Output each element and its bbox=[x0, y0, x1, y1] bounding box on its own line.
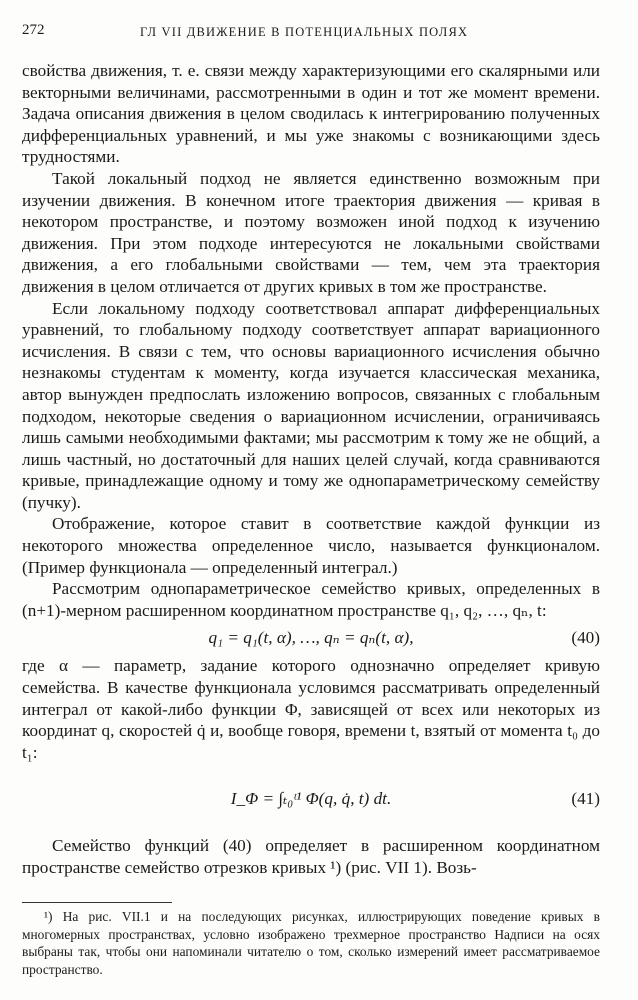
footnote-divider bbox=[22, 902, 172, 903]
equation-41 bbox=[22, 763, 600, 835]
paragraph-5: Рассмотрим однопараметрическое семейство кривых, определенных в (n+1)-мерном расширенном координатном пространстве q₁, q₂, …, qₙ, t: bbox=[22, 579, 600, 620]
page-header bbox=[22, 22, 612, 44]
paragraph-2: Такой локальный подход не является единственно возможным при изучении движения. В конечном итоге траектория движения — кривая в некотором пространстве, и поэтому возможен иной подход к изучению движения. При этом подходе интересуются не локальными свойствами движения, а его глобальными свойствами — тем, чем эта траектория движения в целом отличается от других кривых в том же пространстве. bbox=[22, 168, 600, 296]
equation-40-number: (40) bbox=[571, 628, 600, 648]
equation-40-text: q₁ = q₁(t, α), …, qₙ = qₙ(t, α), bbox=[208, 628, 414, 648]
paragraph-3: Если локальному подходу соответствовал аппарат дифференциальных уравнений, то глобальному подходу соответствует аппарат вариационного исчисления. В связи с тем, что основы вариационного исчисления обычно незнакомы студентам к моменту, когда изучается классическая механика, автор вынужден предпослать изложению вопросов, связанных с глобальным подходом, некоторые сведения о вариационном исчислении, ограничиваясь лишь самыми необходимыми фактами; мы рассмотрим к тому же не общий, а лишь частный, но достаточный для наших целей случай, когда сравниваются кривые, принадлежащие одному и тому же однопараметрическому семейству (пучку). bbox=[22, 298, 600, 512]
paragraph-1: свойства движения, т. е. связи между характеризующими его скалярными или векторными величинами, рассмотренными в один и тот же момент времени. Задача описания движения в целом сводилась к интегрированию полученных дифференциальных уравнений, и мы уже знакомы с возникающими здесь трудностями. bbox=[22, 61, 600, 167]
equation-40 bbox=[22, 621, 600, 655]
paragraph-4: Отображение, которое ставит в соответствие каждой функции из некоторого множества определенное число, называется функционалом. (Пример функционала — определенный интеграл.) bbox=[22, 514, 600, 577]
footnote: ¹) На рис. VII.1 и на последующих рисунках, иллюстрирующих поведение кривых в многомерных пространствах, условно изображено трехмерное пространство Надписи на осях выбраны так, чтобы они напоминали читателю о том, сколько измерений имеет рассматриваемое пространство. bbox=[22, 909, 600, 977]
equation-41-text: I_Φ = ∫ₜ₀ᵗ¹ Φ(q, q̇, t) dt. bbox=[230, 789, 392, 809]
equation-41-number: (41) bbox=[571, 789, 600, 809]
page-number: 272 bbox=[22, 22, 45, 38]
paragraph-6: где α — параметр, задание которого однозначно определяет кривую семейства. В качестве функционала условимся рассматривать определенный интеграл от какой-либо функции Φ, зависящей от всех или некоторых из координат q, скоростей q̇ и, вообще говоря, времени t, взятый от момента t₀ до t₁: bbox=[22, 656, 600, 762]
body-text bbox=[22, 60, 600, 879]
paragraph-7: Семейство функций (40) определяет в расширенном координатном пространстве семейство отрезков кривых ¹) (рис. VII 1). Возь- bbox=[22, 836, 600, 877]
running-head: ГЛ VII ДВИЖЕНИЕ В ПОТЕНЦИАЛЬНЫХ ПОЛЯХ bbox=[140, 25, 469, 39]
